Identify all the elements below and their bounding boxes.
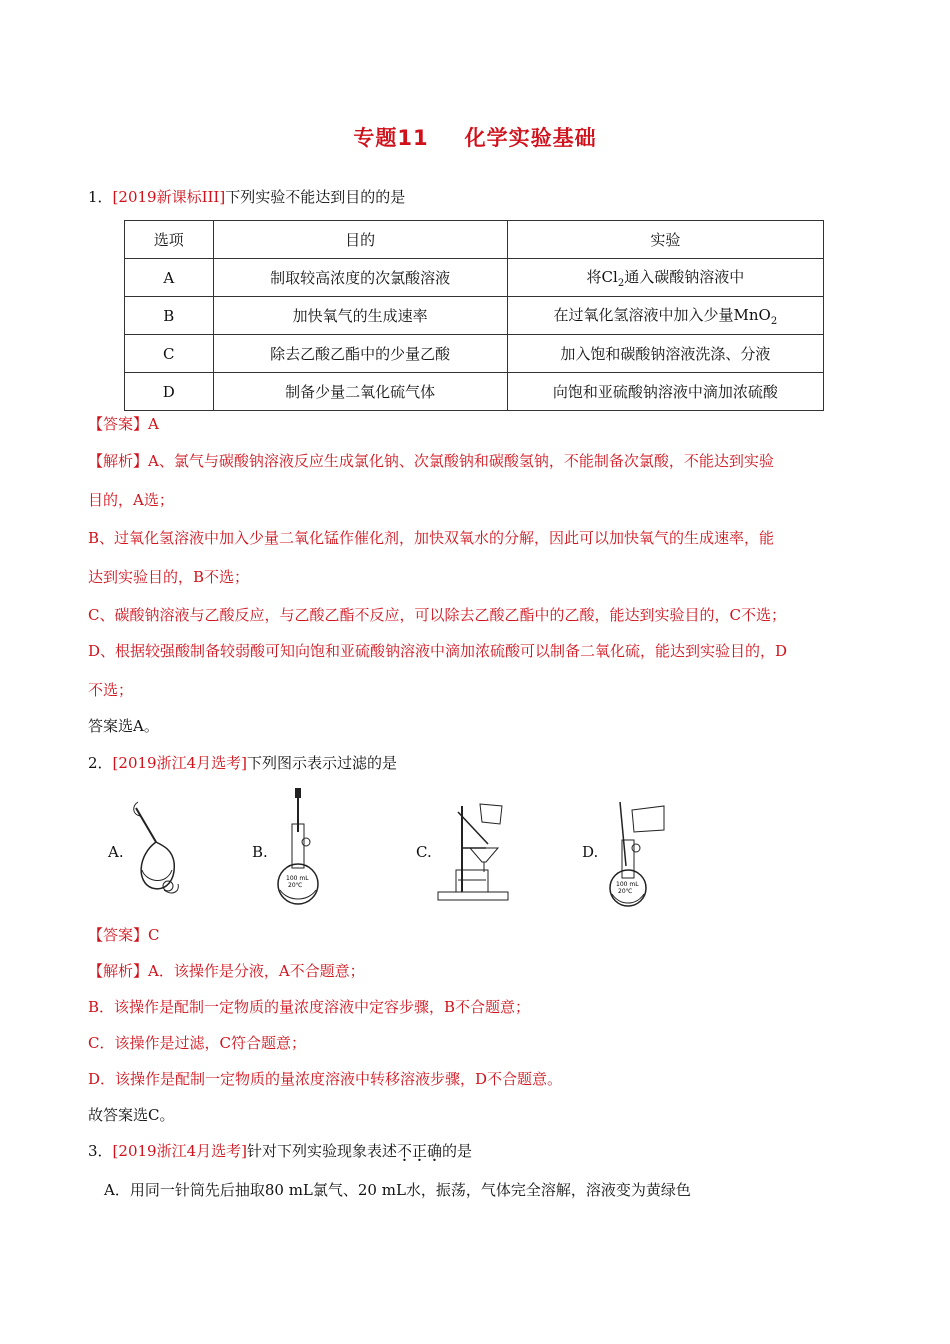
- q2-analysis-line: B．该操作是配制一定物质的量浓度溶液中定容步骤，B不合题意；: [88, 998, 531, 1016]
- q2-conclusion: 故答案选C。: [88, 1106, 175, 1124]
- option-b-label: B.: [252, 843, 268, 861]
- separatory-funnel-figure: [128, 800, 188, 900]
- q2-analysis-line: C．该操作是过滤，C符合题意；: [88, 1034, 306, 1052]
- q2-analysis-line: D．该操作是配制一定物质的量浓度溶液中转移溶液步骤，D不合题意。: [88, 1070, 563, 1088]
- q2-answer: 【答案】C: [88, 926, 160, 944]
- filtration-setup-figure: [436, 796, 516, 904]
- figure-temp-label: 20℃: [288, 882, 303, 889]
- table-row: B 加快氧气的生成速率 在过氧化氢溶液中加入少量MnO$_2$: [125, 297, 824, 335]
- q1-analysis-line: 不选；: [88, 681, 134, 699]
- question-3-stem: 3．[2019浙江4月选考]针对下列实验现象表述不正确的是: [88, 1142, 473, 1160]
- question-2-stem: 2．[2019浙江4月选考]下列图示表示过滤的是: [88, 754, 397, 772]
- q1-answer: 【答案】A: [88, 415, 159, 433]
- option-c-label: C.: [416, 843, 432, 861]
- q1-analysis-line: D、根据较强酸制备较弱酸可知向饱和亚硫酸钠溶液中滴加浓硫酸可以制备二氧化硫，能达到实验目的，D: [88, 642, 788, 660]
- figure-temp-label: 20℃: [618, 888, 633, 895]
- table-row: D 制备少量二氧化硫气体 向饱和亚硫酸钠溶液中滴加浓硫酸: [125, 373, 824, 411]
- option-a-label: A.: [108, 843, 124, 861]
- q1-analysis-line: B、过氧化氢溶液中加入少量二氧化锰作催化剂，加快双氧水的分解，因此可以加快氧气的生成速率，能: [88, 529, 775, 547]
- option-d-label: D.: [582, 843, 599, 861]
- q1-analysis-line: C、碳酸钠溶液与乙酸反应，与乙酸乙酯不反应，可以除去乙酸乙酯中的乙酸，能达到实验目的，C不选；: [88, 606, 786, 624]
- transfer-solution-figure: [602, 796, 672, 908]
- q1-analysis-line: 【解析】A、氯气与碳酸钠溶液反应生成氯化钠、次氯酸钠和碳酸氢钠，不能制备次氯酸，不能达到实验: [88, 452, 774, 470]
- table-row: C 除去乙酸乙酯中的少量乙酸 加入饱和碳酸钠溶液洗涤、分液: [125, 335, 824, 373]
- question-1-stem: 1．[2019新课标III]下列实验不能达到目的的是: [88, 188, 406, 206]
- q2-analysis-line: 【解析】A．该操作是分液，A不合题意；: [88, 962, 365, 980]
- options-table: [124, 220, 824, 411]
- page-title: 专题11 化学实验基础: [353, 126, 597, 150]
- figure-volume-label: 100 mL: [286, 875, 309, 882]
- table-header-row: 选项 目的 实验: [125, 221, 824, 259]
- q1-analysis-line: 目的，A选；: [88, 491, 174, 509]
- volumetric-flask-dropper-figure: [272, 788, 332, 906]
- q1-conclusion: 答案选A。: [88, 717, 159, 735]
- figure-volume-label: 100 mL: [616, 881, 639, 888]
- q1-analysis-line: 达到实验目的，B不选；: [88, 568, 250, 586]
- table-row: A 制取较高浓度的次氯酸溶液 将$Cl_2$通入碳酸钠溶液中: [125, 259, 824, 297]
- q3-option-a: A．用同一针筒先后抽取80 mL氯气、20 mL水，振荡，气体完全溶解，溶液变为黄绿色: [104, 1181, 691, 1199]
